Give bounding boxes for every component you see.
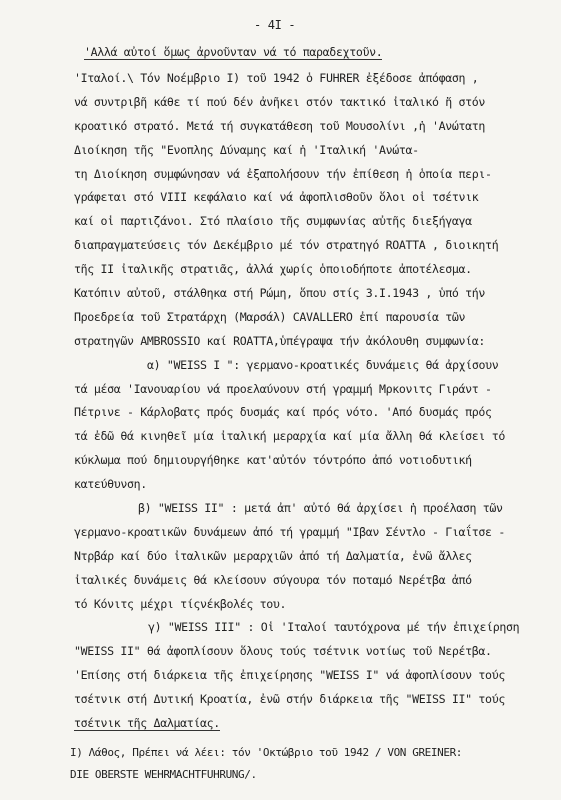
footnote-line-2: DIE OBERSTE WEHRMACHTFUHRUNG/. bbox=[70, 768, 257, 781]
body-line-12: στρατηγῶν AMBROSSIO καί ROATTA,ὑπέγραψα τήν ἀκόλουθη συμφωνία: bbox=[74, 333, 486, 348]
body-line-3: κροατικό στρατό. Μετά τή συγκατάθεση τοῦ Μουσολίνι ,ἡ 'Ανώτατη bbox=[74, 118, 486, 133]
section-b-line-4: ἰταλικές δυνάμεις θά κλείσουν σύγουρα τόν ποταμό Νερέτβα ἀπό bbox=[74, 572, 472, 587]
body-line-11: Προεδρεία τοῦ Στρατάρχη (Μαρσάλ) CAVALLERO ἐπί παρουσία τῶν bbox=[74, 309, 466, 324]
section-c-line-1: γ) "WEISS III" : Οἱ 'Ιταλοί ταυτόχρονα μέ τήν ἐπιχείρηση bbox=[148, 620, 520, 635]
body-line-8: διαπραγματεύσεις τόν Δεκέμβριο μέ τόν στρατηγό ROATTA , διοικητή bbox=[74, 238, 499, 253]
heading-text: 'Αλλά αὐτοί ὅμως ἀρνοῦνταν νά τό παραδεχτοῦν. bbox=[84, 45, 383, 59]
section-a-line-6: κατεύθυνση. bbox=[74, 477, 147, 492]
section-c-line-3: 'Επίσης στή διάρκεια τῆς ἐπιχείρησης "WEISS I" νά ἀφοπλίσουν τούς bbox=[74, 668, 505, 683]
section-c-line-2: "WEISS II" θά ἀφοπλίσουν ὅλους τούς τσέτνικ νοτίως τοῦ Νερέτβα. bbox=[74, 644, 492, 659]
body-line-9: τῆς II ἰταλικῆς στρατιᾶς, ἀλλά χωρίς ὁποιοδήποτε ἀποτέλεσμα. bbox=[74, 262, 472, 277]
section-b-line-5: τό Κόνιτς μέχρι τίςνέκβολές του. bbox=[74, 596, 287, 611]
body-line-5: τη Διοίκηση συμφώνησαν νά ἐξαπολήσουν τήν ἐπίθεση ἡ ὁποία περι- bbox=[74, 166, 492, 181]
body-line-6: γράφεται στό VIII κεφάλαιο καί νά ἀφοπλισθοῦν ὅλοι οἱ τσέτνικ bbox=[74, 190, 479, 205]
section-a-line-2: τά μέσα 'Ιανουαρίου νά προελαύνουν στή γραμμή Μρκονιτς Γιράντ - bbox=[74, 381, 492, 396]
section-b-line-1: β) "WEISS II" : μετά ἀπ' αὐτό θά ἀρχίσει ἡ προέλαση τῶν bbox=[138, 501, 503, 515]
section-a-line-4: τά ἐδῶ θά κινηθεῖ μία ἰταλική μεραρχία καί μία ἄλλη θά κλείσει τό bbox=[74, 429, 505, 444]
body-line-1: 'Ιταλοί.\ Τόν Νοέμβριο I) τοῦ 1942 ὁ FUHRER ἐξέδοσε ἀπόφαση , bbox=[74, 71, 479, 85]
footnote-line-1: I) Λάθος, Πρέπει νά λέει: τόν 'Οκτώβριο τοῦ 1942 / VON GREINER: bbox=[70, 746, 463, 759]
section-c-line-5 bbox=[74, 716, 220, 730]
section-a-line-5: κύκλωμα πού δημιουργήθηκε κατ'αὐτόν τόντρόπο ἀπό νοτιοδυτική bbox=[74, 453, 472, 468]
section-a-line-1: α) "WEISS I ": γερμανο-κροατικές δυνάμεις θά ἀρχίσουν bbox=[147, 357, 499, 372]
section-b-line-3: Ντρβάρ καί δύο ἰταλικῶν μεραρχιῶν ἀπό τή Δαλματία, ἐνῶ ἄλλες bbox=[74, 548, 472, 563]
section-c-line-4: τσέτνικ στή Δυτική Κροατία, ἐνῶ στήν διάρκεια τῆς "WEISS II" τούς bbox=[74, 692, 505, 707]
page-number: - 4I - bbox=[254, 18, 296, 32]
body-line-2: νά συντριβῆ κάθε τί πού δέν ἀνῆκει στόν τακτικό ἰταλικό ἤ στόν bbox=[74, 94, 486, 109]
section-a-line-3: Πέτρινε - Κάρλοβατς πρός δυσμάς καί πρός νότο. 'Από δυσμάς πρός bbox=[74, 405, 492, 420]
body-line-10: Κατόπιν αὐτοῦ, στάλθηκα στή Ρώμη, ὅπου στίς 3.I.1943 , ὑπό τήν bbox=[74, 286, 486, 300]
body-line-4: Διοίκηση τῆς "Ενοπλης Δύναμης καί ἡ 'Ιταλική 'Ανώτα- bbox=[74, 142, 419, 157]
section-c-line-5-text: τσέτνικ τῆς Δαλματίας. bbox=[74, 716, 220, 730]
section-b-line-2: γερμανο-κροατικῶν δυνάμεων ἀπό τή γραμμή "Ιβαν Σέντλο - Γιαΐτσε - bbox=[74, 524, 505, 539]
heading-line bbox=[84, 45, 382, 59]
body-line-7: καί οἱ παρτιζάνοι. Στό πλαίσιο τῆς συμφωνίας αὐτῆς διεξήγαγα bbox=[74, 214, 472, 229]
